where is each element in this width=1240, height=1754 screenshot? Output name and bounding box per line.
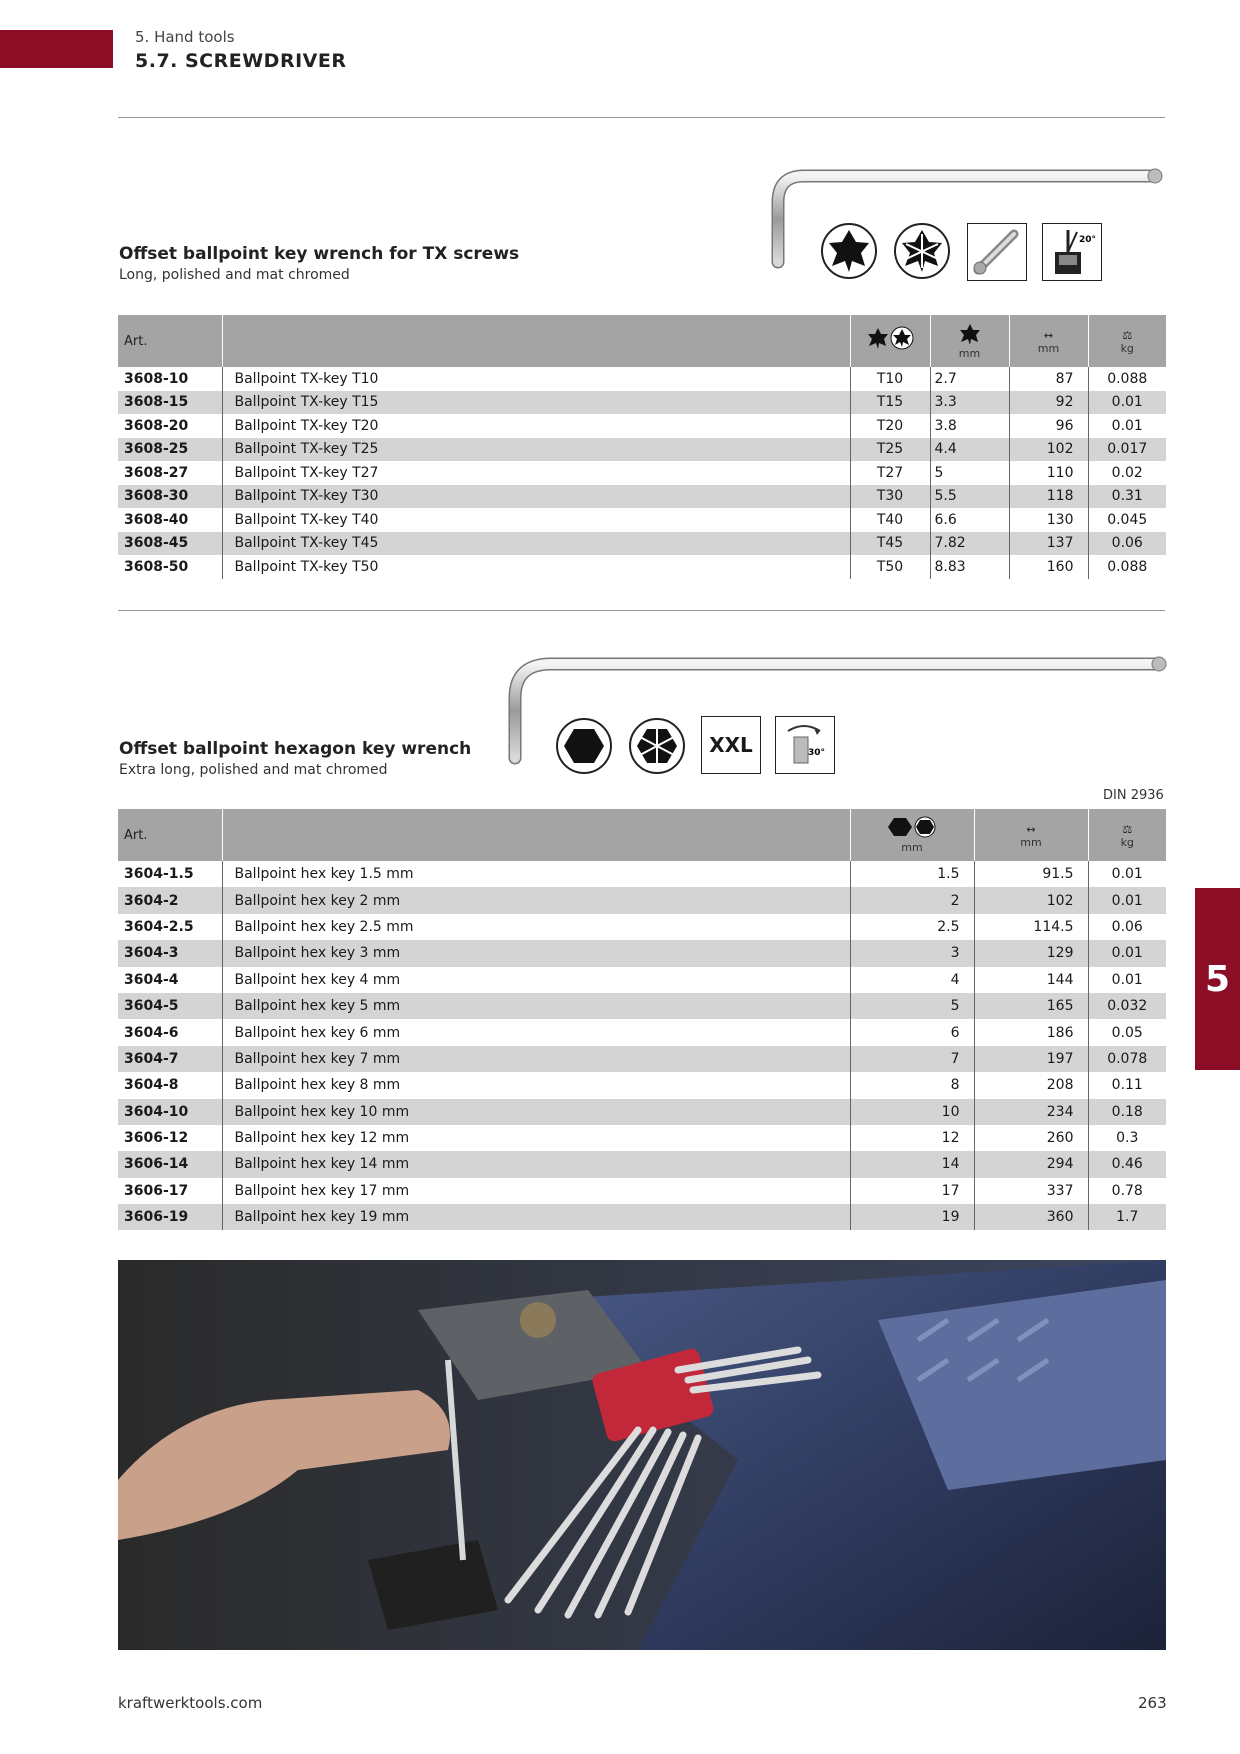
article-number: 3606-14: [118, 1151, 222, 1177]
col-hex-size: mm: [850, 809, 974, 861]
length: 197: [974, 1046, 1088, 1072]
article-number: 3604-4: [118, 967, 222, 993]
torx-size: T50: [850, 555, 930, 579]
hex-size: 14: [850, 1151, 974, 1177]
product1-table: [118, 315, 1166, 579]
hex-size: 19: [850, 1204, 974, 1230]
col-length: ↔ mm: [974, 809, 1088, 861]
description: Ballpoint hex key 17 mm: [222, 1178, 850, 1204]
table-row: [118, 1072, 1166, 1098]
article-number: 3608-10: [118, 367, 222, 391]
header-accent-bar: [0, 30, 113, 68]
table-row: [118, 1151, 1166, 1177]
length: 360: [974, 1204, 1088, 1230]
description: Ballpoint hex key 8 mm: [222, 1072, 850, 1098]
product1-subtitle: Long, polished and mat chromed: [119, 267, 350, 283]
footer-website[interactable]: kraftwerktools.com: [118, 1694, 263, 1712]
article-number: 3608-40: [118, 508, 222, 532]
weight: 0.032: [1088, 993, 1166, 1019]
angle-label: 20°: [1079, 235, 1097, 245]
description: Ballpoint hex key 6 mm: [222, 1019, 850, 1045]
length: 102: [974, 887, 1088, 913]
weight: 0.3: [1116, 1130, 1139, 1147]
table-row: [118, 914, 1166, 940]
col-diameter: mm: [930, 315, 1009, 367]
table-row: [118, 367, 1166, 391]
table-row: [118, 861, 1166, 887]
weight: 1.7: [1088, 1204, 1166, 1230]
torx-size: T15: [850, 391, 930, 415]
product2-title: Offset ballpoint hexagon key wrench: [119, 739, 472, 759]
description: Ballpoint hex key 2 mm: [222, 887, 850, 913]
table-row: [118, 555, 1166, 579]
angle-30-degree-icon: [775, 716, 835, 774]
table-row: [118, 1099, 1166, 1125]
length: 144: [974, 967, 1088, 993]
product1-title: Offset ballpoint key wrench for TX screws: [119, 244, 520, 264]
length: 92: [1009, 391, 1088, 415]
description: Ballpoint TX-key T15: [222, 391, 850, 415]
hex-size: 8: [850, 1072, 974, 1098]
description: Ballpoint hex key 4 mm: [222, 967, 850, 993]
diameter: 5: [930, 461, 1009, 485]
article-number: 3606-12: [118, 1125, 222, 1151]
diameter: 7.82: [930, 532, 1009, 556]
table-row: [118, 1125, 1166, 1151]
article-number: 3604-8: [118, 1072, 222, 1098]
weight: 0.01: [1088, 887, 1166, 913]
torx-size: T40: [850, 508, 930, 532]
torx-size: T27: [850, 461, 930, 485]
length: 130: [1009, 508, 1088, 532]
col-length: ↔ mm: [1009, 315, 1088, 367]
length: 129: [974, 940, 1088, 966]
article-number: 3604-2: [118, 887, 222, 913]
weight: 0.088: [1107, 558, 1148, 575]
length-arrow-icon: ↔: [1026, 822, 1036, 836]
article-number: 3608-25: [118, 438, 222, 462]
torx-size: T20: [850, 414, 930, 438]
length: 160: [1009, 555, 1088, 579]
description: Ballpoint TX-key T50: [222, 555, 850, 579]
weight: 0.18: [1088, 1099, 1166, 1125]
description: Ballpoint TX-key T20: [222, 414, 850, 438]
chapter-tab[interactable]: 5: [1195, 888, 1240, 1070]
weight: 0.078: [1088, 1046, 1166, 1072]
weight: 0.01: [1111, 417, 1143, 434]
length: 87: [1009, 367, 1088, 391]
length-arrow-icon: ↔: [1043, 328, 1054, 342]
description: Ballpoint TX-key T45: [222, 532, 850, 556]
col-weight: ⚖ kg: [1088, 315, 1166, 367]
description: Ballpoint TX-key T40: [222, 508, 850, 532]
table-row: [118, 391, 1166, 415]
table-row: [118, 438, 1166, 462]
weight: 0.31: [1088, 485, 1166, 509]
length: 165: [974, 993, 1088, 1019]
col-torx-size: [850, 315, 930, 367]
length: 208: [974, 1072, 1088, 1098]
weight: 0.78: [1111, 1182, 1143, 1199]
diameter: 8.83: [930, 555, 1009, 579]
weight: 0.46: [1088, 1151, 1166, 1177]
weight: 0.05: [1111, 1024, 1143, 1041]
table-row: [118, 887, 1166, 913]
torx-size-icon: [865, 326, 915, 352]
din-standard: DIN 2936: [1103, 788, 1164, 803]
table-row: [118, 485, 1166, 509]
description: Ballpoint TX-key T25: [222, 438, 850, 462]
table-row: [118, 993, 1166, 1019]
article-number: 3608-30: [118, 485, 222, 509]
table-row: [118, 967, 1166, 993]
weight: 0.06: [1088, 532, 1166, 556]
hex-size: 2: [850, 887, 974, 913]
length: 294: [974, 1151, 1088, 1177]
table-row: [118, 461, 1166, 485]
breadcrumb: 5. Hand tools: [135, 28, 235, 46]
description: Ballpoint hex key 12 mm: [222, 1125, 850, 1151]
table-row: [118, 940, 1166, 966]
col-art: Art.: [118, 315, 222, 367]
hex-size: 10: [850, 1099, 974, 1125]
weight: 0.01: [1088, 940, 1166, 966]
col-weight: ⚖ kg: [1088, 809, 1166, 861]
article-number: 3604-1.5: [118, 861, 222, 887]
length: 114.5: [974, 914, 1088, 940]
workshop-photo: [118, 1260, 1166, 1650]
hex-size: 3: [850, 940, 974, 966]
weight: 0.017: [1088, 438, 1166, 462]
col-art: Art.: [118, 809, 222, 861]
article-number: 3604-6: [118, 1019, 222, 1045]
article-number: 3604-7: [118, 1046, 222, 1072]
scale-icon: ⚖: [1122, 328, 1133, 342]
diameter: 3.8: [930, 414, 1009, 438]
length: 110: [1009, 461, 1088, 485]
hex-size: 7: [850, 1046, 974, 1072]
diameter: 2.7: [930, 367, 1009, 391]
article-number: 3608-50: [118, 555, 222, 579]
ballpoint-tip-icon: [967, 223, 1027, 281]
hexagon-icon: [555, 717, 613, 775]
weight: 0.02: [1111, 464, 1143, 481]
length: 337: [974, 1178, 1088, 1204]
table-row: [118, 1019, 1166, 1045]
description: Ballpoint TX-key T30: [222, 485, 850, 509]
article-number: 3604-10: [118, 1099, 222, 1125]
torx-diameter-icon: [957, 322, 983, 344]
table-row: [118, 1046, 1166, 1072]
torx-size: T45: [850, 532, 930, 556]
col-description: [222, 315, 850, 367]
description: Ballpoint hex key 1.5 mm: [222, 861, 850, 887]
length: 102: [1009, 438, 1088, 462]
article-number: 3608-15: [118, 391, 222, 415]
description: Ballpoint hex key 7 mm: [222, 1046, 850, 1072]
diameter: 3.3: [930, 391, 1009, 415]
table-row: [118, 414, 1166, 438]
hex-size: 5: [850, 993, 974, 1019]
description: Ballpoint hex key 14 mm: [222, 1151, 850, 1177]
weight: 0.01: [1088, 391, 1166, 415]
weight: 0.088: [1107, 370, 1148, 387]
hex-size: 1.5: [850, 861, 974, 887]
length: 118: [1009, 485, 1088, 509]
description: Ballpoint hex key 5 mm: [222, 993, 850, 1019]
hex-size: 12: [850, 1125, 974, 1151]
length: 186: [974, 1019, 1088, 1045]
article-number: 3604-5: [118, 993, 222, 1019]
length: 137: [1009, 532, 1088, 556]
length: 260: [974, 1125, 1088, 1151]
length: 234: [974, 1099, 1088, 1125]
length: 91.5: [974, 861, 1088, 887]
torx-size: T30: [850, 485, 930, 509]
description: Ballpoint hex key 3 mm: [222, 940, 850, 966]
torx-star-icon: [820, 222, 878, 280]
weight: 0.11: [1111, 1077, 1143, 1094]
article-number: 3606-17: [118, 1178, 222, 1204]
angle-20-degree-icon: [1042, 223, 1102, 281]
table-row: [118, 1204, 1166, 1230]
description: Ballpoint TX-key T27: [222, 461, 850, 485]
diameter: 5.5: [930, 485, 1009, 509]
hex-size: 4: [850, 967, 974, 993]
article-number: 3608-20: [118, 414, 222, 438]
weight: 0.06: [1111, 918, 1143, 935]
description: Ballpoint hex key 2.5 mm: [222, 914, 850, 940]
description: Ballpoint hex key 10 mm: [222, 1099, 850, 1125]
angle-label: 30°: [808, 748, 826, 758]
torx-size: T10: [850, 367, 930, 391]
weight: 0.01: [1111, 866, 1143, 883]
torx-size: T25: [850, 438, 930, 462]
diameter: 4.4: [930, 438, 1009, 462]
article-number: 3608-27: [118, 461, 222, 485]
description: Ballpoint hex key 19 mm: [222, 1204, 850, 1230]
hex-size-icon: [887, 816, 937, 838]
table-row: [118, 1178, 1166, 1204]
col-description: [222, 809, 850, 861]
product2-subtitle: Extra long, polished and mat chromed: [119, 762, 388, 778]
article-number: 3604-2.5: [118, 914, 222, 940]
article-number: 3604-3: [118, 940, 222, 966]
divider: [118, 610, 1165, 611]
product2-table: [118, 809, 1166, 1230]
weight: 0.01: [1111, 971, 1143, 988]
hex-size: 17: [850, 1178, 974, 1204]
article-number: 3608-45: [118, 532, 222, 556]
weight: 0.045: [1107, 511, 1148, 528]
hexagon-cross-icon: [628, 717, 686, 775]
diameter: 6.6: [930, 508, 1009, 532]
divider: [118, 117, 1165, 118]
page-number: 263: [1138, 1694, 1167, 1712]
scale-icon: ⚖: [1122, 822, 1133, 836]
hex-size: 2.5: [850, 914, 974, 940]
hex-size: 6: [850, 1019, 974, 1045]
table-row: [118, 508, 1166, 532]
description: Ballpoint TX-key T10: [222, 367, 850, 391]
xxl-icon: XXL: [701, 716, 761, 774]
table-row: [118, 532, 1166, 556]
torx-star-cross-icon: [893, 222, 951, 280]
length: 96: [1009, 414, 1088, 438]
article-number: 3606-19: [118, 1204, 222, 1230]
section-title: 5.7. SCREWDRIVER: [135, 50, 347, 72]
